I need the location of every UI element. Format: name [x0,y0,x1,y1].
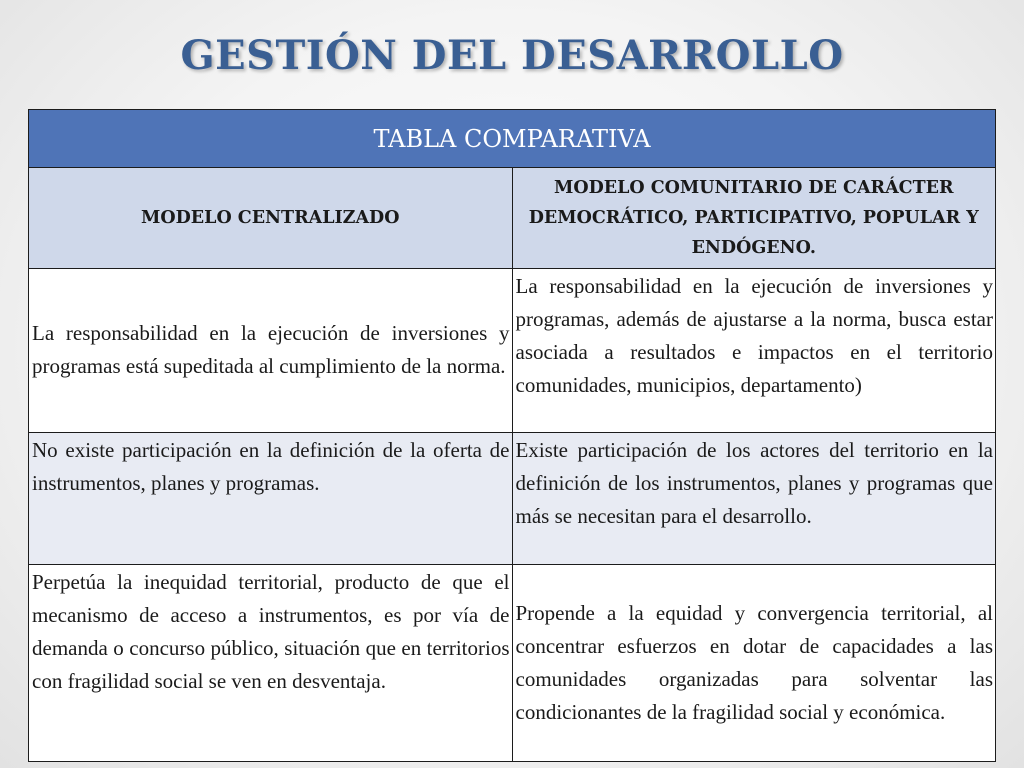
table-cell-community: Existe participación de los actores del territorio en la definición de los instrumentos, planes y programas que más se necesitan para el desarrollo. [512,433,996,565]
column-header-centralized: MODELO CENTRALIZADO [29,168,513,269]
slide-title: GESTIÓN DEL DESARROLLO [180,32,844,79]
table-row [29,565,996,762]
table-cell-centralized: La responsabilidad en la ejecución de inversiones y programas está supeditada al cumplimiento de la norma. [29,269,513,433]
table-row [29,269,996,433]
column-header-community: MODELO COMUNITARIO DE CARÁCTER DEMOCRÁTICO, PARTICIPATIVO, POPULAR Y ENDÓGENO. [512,168,996,269]
comparison-table [28,109,996,762]
table-caption: TABLA COMPARATIVA [29,110,996,168]
column-header-row [29,168,996,269]
table-cell-centralized: No existe participación en la definición de la oferta de instrumentos, planes y programas. [29,433,513,565]
table-cell-centralized: Perpetúa la inequidad territorial, producto de que el mecanismo de acceso a instrumentos, es por vía de demanda o concurso público, situación que en territorios con fragilidad social se ven en desventaja. [29,565,513,762]
table-row [29,433,996,565]
table-cell-community: Propende a la equidad y convergencia territorial, al concentrar esfuerzos en dotar de capacidades a las comunidades organizadas para solventar las condicionantes de la fragilidad social y económica. [512,565,996,762]
table-caption-row [29,110,996,168]
table-cell-community: La responsabilidad en la ejecución de inversiones y programas, además de ajustarse a la norma, busca estar asociada a resultados e impactos en el territorio comunidades, municipios, departamento) [512,269,996,433]
comparison-table-container [28,109,996,761]
